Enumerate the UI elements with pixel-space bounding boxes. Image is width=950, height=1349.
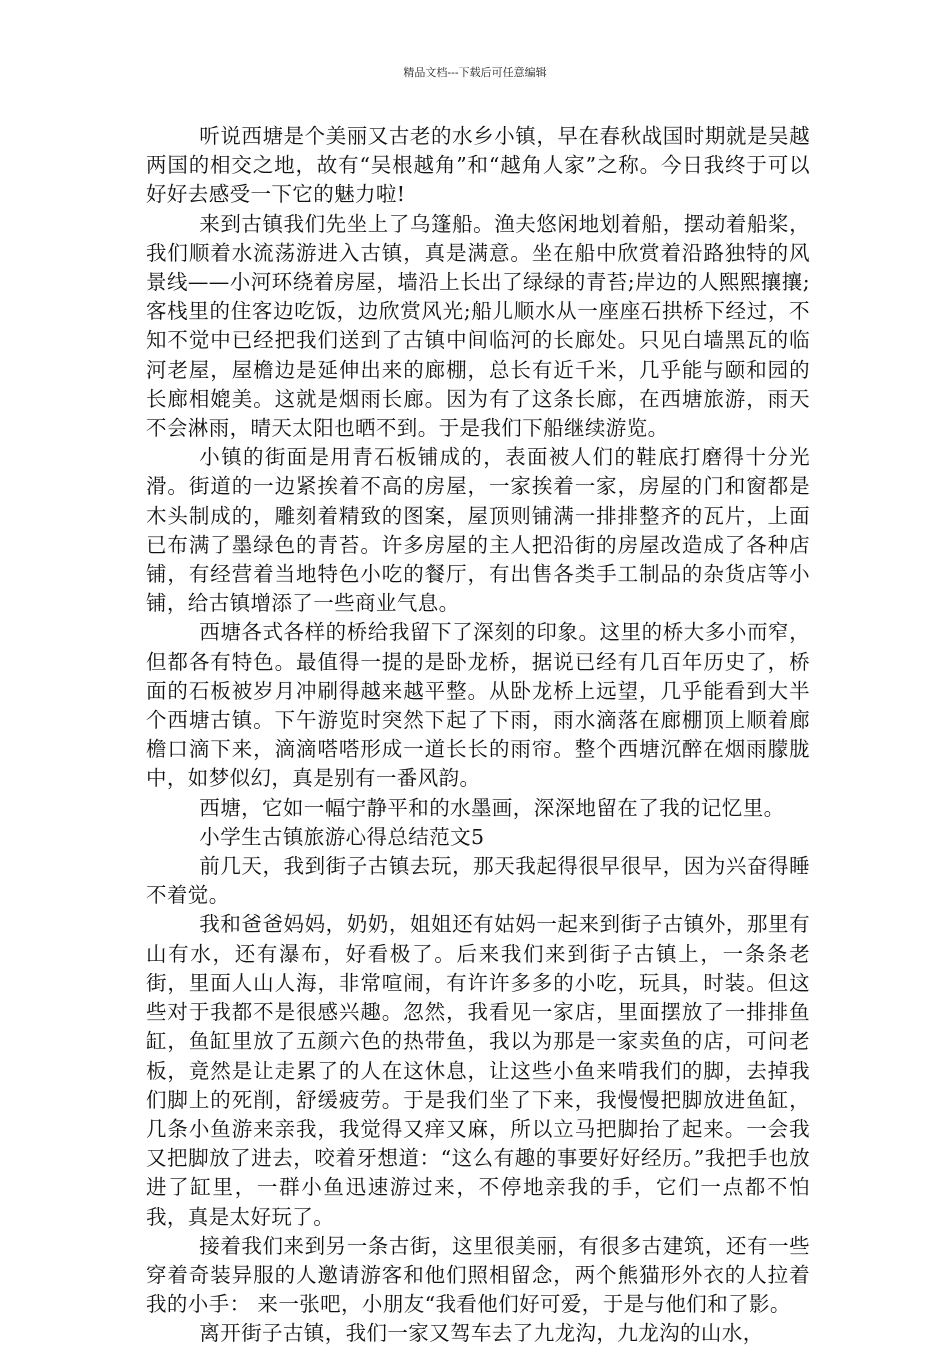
paragraph-1: 听说西塘是个美丽又古老的水乡小镇，早在春秋战国时期就是吴越两国的相交之地，故有“吴根越角”和“越角人家”之称。今日我终于可以好好去感受一下它的魅力啦! <box>146 124 810 207</box>
paragraph-2: 来到古镇我们先坐上了乌篷船。渔夫悠闲地划着船，摆动着船桨，我们顺着水流荡游进入古镇，真是满意。坐在船中欣赏着沿路独特的风景线——小河环绕着房屋，墙沿上长出了绿绿的青苔;岸边的人熙熙攘攘;客栈里的住客边吃饭，边欣赏风光;船儿顺水从一座座石拱桥下经过，不知不觉中已经把我们送到了古镇中间临河的长廊处。只见白墙黑瓦的临河老屋，屋檐边是延伸出来的廊棚，总长有近千米，几乎能与颐和园的长廊相媲美。这就是烟雨长廊。因为有了这条长廊，在西塘旅游，雨天不会淋雨，晴天太阳也晒不到。于是我们下船继续游览。 <box>146 211 810 441</box>
paragraph-9: 离开街子古镇，我们一家又驾车去了九龙沟，九龙沟的山水， <box>199 1321 764 1346</box>
paragraph-5: 西塘，它如一幅宁静平和的水墨画，深深地留在了我的记忆里。 <box>199 795 785 820</box>
document-body <box>146 122 810 1349</box>
paragraph-6: 前几天，我到街子古镇去玩，那天我起得很早很早，因为兴奋得睡不着觉。 <box>146 854 810 908</box>
paragraph-8: 接着我们来到另一条古街，这里很美丽，有很多古建筑，还有一些穿着奇装异服的人邀请游客和他们照相留念，两个熊猫形外衣的人拉着我的小手： 来一张吧，小朋友“我看他们好可爱，于是与他们和了影。 <box>146 1233 810 1317</box>
page-header: 精品文档---下载后可任意编辑 <box>403 66 547 79</box>
paragraph-7: 我和爸爸妈妈，奶奶，姐姐还有姑妈一起来到街子古镇外，那里有山有水，还有瀑布，好看极了。后来我们来到街子古镇上，一条条老街，里面人山人海，非常喧闹，有许许多多的小吃，玩具，时装。但这些对于我都不是很感兴趣。忽然，我看见一家店，里面摆放了一排排鱼缸，鱼缸里放了五颜六色的热带鱼，我以为那是一家卖鱼的店，可问老板，竟然是让走累了的人在这休息，让这些小鱼来啃我们的脚，去掉我们脚上的死削，舒缓疲劳。于是我们坐了下来，我慢慢把脚放进鱼缸，几条小鱼游来亲我，我觉得又痒又麻，所以立马把脚抬了起来。一会我又把脚放了进去，咬着牙想道：“这么有趣的事要好好经历。”我把手也放进了缸里，一群小鱼迅速游过来，不停地亲我的手，它们一点都不怕我，真是太好玩了。 <box>146 912 810 1229</box>
paragraph-3: 小镇的街面是用青石板铺成的，表面被人们的鞋底打磨得十分光滑。街道的一边紧挨着不高的房屋，一家挨着一家，房屋的门和窗都是木头制成的，雕刻着精致的图案，屋顶则铺满一排排整齐的瓦片，上面已布满了墨绿色的青苔。许多房屋的主人把沿街的房屋改造成了各种店铺，有经营着当地特色小吃的餐厅，有出售各类手工制品的杂货店等小铺，给古镇增添了一些商业气息。 <box>146 445 810 616</box>
section-title: 小学生古镇旅游心得总结范文5 <box>199 824 485 849</box>
paragraph-4: 西塘各式各样的桥给我留下了深刻的印象。这里的桥大多小而窄，但都各有特色。最值得一提的是卧龙桥，据说已经有几百年历史了，桥面的石板被岁月冲刷得越来越平整。从卧龙桥上远望，几乎能看到大半个西塘古镇。下午游览时突然下起了下雨，雨水滴落在廊棚顶上顺着廊檐口滴下来，滴滴嗒嗒形成一道长长的雨帘。整个西塘沉醉在烟雨朦胧中，如梦似幻，真是别有一番风韵。 <box>146 620 810 791</box>
